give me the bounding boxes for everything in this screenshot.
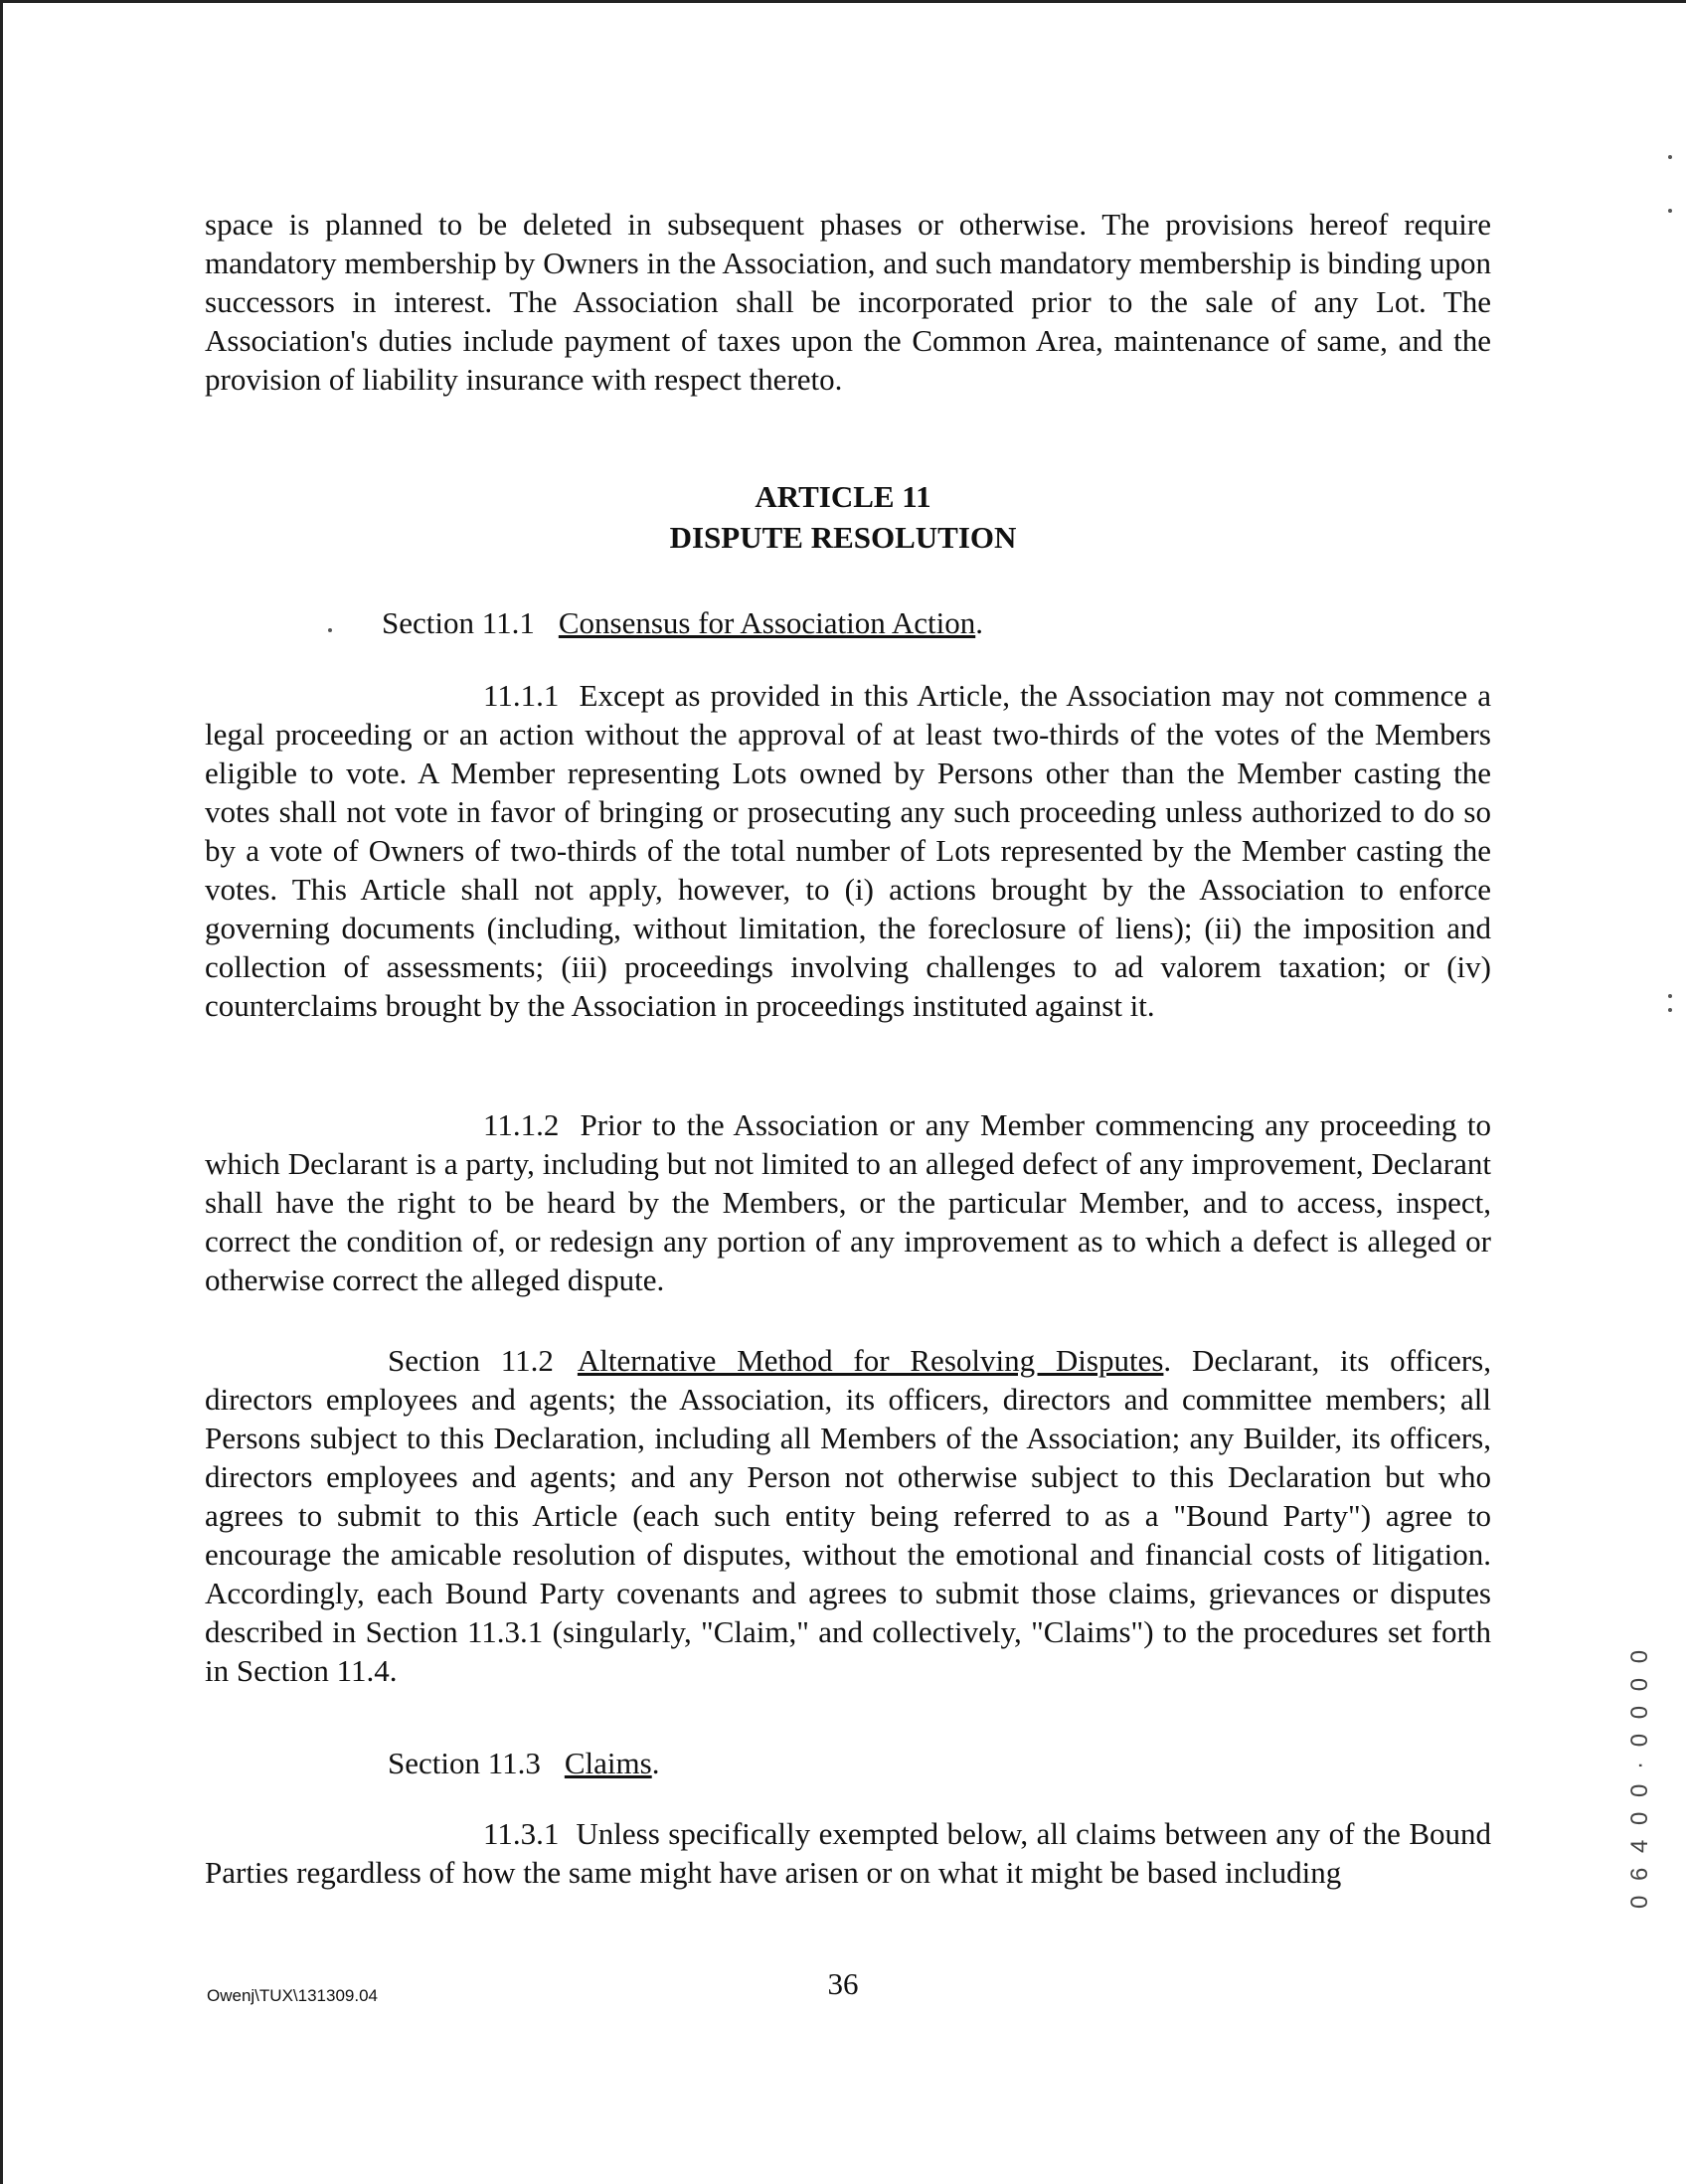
continuation-paragraph: space is planned to be deleted in subsequent phases or otherwise. The provisions hereof require mandatory membership by Owners in the Association, and such mandatory membership is binding upon successors in interest. The Association shall be incorporated prior to the sale of any Lot. The Association's duties include payment of taxes upon the Common Area, maintenance of same, and the provision of liability insurance with respect thereto. xyxy=(205,207,1491,397)
subsection-11-1-1-number: 11.1.1 xyxy=(483,678,560,713)
subsection-11-1-1-text: Except as provided in this Article, the Association may not commence a legal proceeding or an action without the approval of at least two-thirds of the votes of the Members eligible to vote. A Member representing Lots owned by Persons other than the Member casting the votes shall not vote in favor of bringing or prosecuting any such proceeding unless authorized to do so by a vote of Owners of two-thirds of the total number of Lots represented by the Member casting the votes. This Article shall not apply, however, to (i) actions brought by the Association to enforce governing documents (including, without limitation, the foreclosure of liens); (ii) the imposition and collection of assessments; (iii) proceedings involving challenges to ad valorem taxation; or (iv) counterclaims brought by the Association in proceedings instituted against it. xyxy=(205,678,1491,1023)
section-11-1-trailing: . xyxy=(975,605,983,640)
page-number: 36 xyxy=(827,1966,859,2001)
scan-speck xyxy=(1668,994,1672,998)
article-number: ARTICLE 11 xyxy=(755,479,931,514)
subsection-11-1-2-text: Prior to the Association or any Member commencing any proceeding to which Declarant is a party, including but not limited to an alleged defect of any improvement, Declarant shall have the right to be heard by the Members, or the particular Member, and to access, inspect, correct the condition of, or redesign any portion of any improvement as to which a defect is alleged or otherwise correct the alleged dispute. xyxy=(205,1107,1492,1297)
subsection-11-3-1-text: Unless specifically exempted below, all claims between any of the Bound Parties regardless of how the same might have arisen or on what it might be based including xyxy=(205,1816,1492,1890)
margin-stamp: 0 6 4 0 0 · 0 0 0 0 xyxy=(1626,1645,1653,1909)
subsection-11-3-1 xyxy=(205,1814,1491,1892)
document-id: Owenj\TUX\131309.04 xyxy=(207,1986,378,2005)
subsection-11-3-1-number: 11.3.1 xyxy=(483,1816,560,1851)
scan-speck xyxy=(1668,1008,1672,1012)
section-11-2-title: Alternative Method for Resolving Disputes xyxy=(577,1343,1164,1378)
subsection-11-1-1 xyxy=(205,676,1491,1025)
section-11-2-number: Section 11.2 xyxy=(388,1343,554,1378)
scan-border-top xyxy=(0,0,1686,3)
subsection-11-1-2-number: 11.1.2 xyxy=(483,1107,560,1142)
section-11-1-title: Consensus for Association Action xyxy=(558,605,976,640)
section-11-3-number: Section 11.3 xyxy=(388,1746,541,1780)
section-11-1-number: Section 11.1 xyxy=(382,605,535,640)
section-11-2-text: . Declarant, its officers, directors employees and agents; the Association, its officers, directors and committee members; all Persons subject to this Declaration, including all Members of the Association; any Builder, its officers, directors employees and agents; and any Person not otherwise subject to this Declaration but who agrees to submit to this Article (each such entity being referred to as a "Bound Party") agree to encourage the amicable resolution of disputes, without the emotional and financial costs of litigation. Accordingly, each Bound Party covenants and agrees to submit those claims, grievances or disputes described in Section 11.3.1 (singularly, "Claim," and collectively, "Claims") to the procedures set forth in Section 11.4. xyxy=(205,1343,1491,1688)
section-11-3-trailing: . xyxy=(651,1746,660,1780)
section-11-1-heading xyxy=(382,603,983,642)
section-11-3-title: Claims xyxy=(564,1746,652,1780)
scan-speck xyxy=(328,628,332,632)
section-11-2 xyxy=(205,1341,1491,1690)
scan-speck xyxy=(1668,209,1672,213)
article-title: DISPUTE RESOLUTION xyxy=(669,520,1017,555)
section-11-3-heading xyxy=(388,1744,659,1782)
scan-speck xyxy=(1668,155,1672,159)
scan-border-left xyxy=(0,0,3,2184)
subsection-11-1-2 xyxy=(205,1105,1491,1299)
